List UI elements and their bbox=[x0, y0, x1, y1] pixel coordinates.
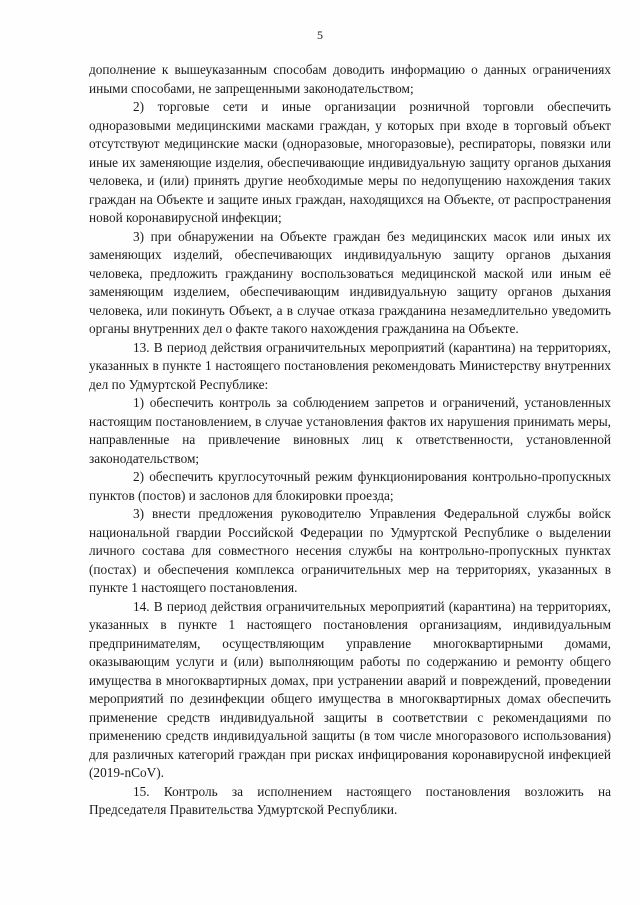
paragraph-item-13: 13. В период действия ограничительных мероприятий (карантина) на территориях, указанных в пункте 1 настоящего постановления рекомендовать Министерству внутренних дел по Удмуртской Республике: bbox=[89, 339, 611, 392]
paragraph-no-mask-action: 3) при обнаружении на Объекте граждан без медицинских масок или иных их заменяющих изделий, обеспечивающих индивидуальную защиту органов дыхания человека, предложить гражданину воспользоваться медицинской маской или иным её заменяющим изделием, обеспечивающим индивидуальную защиту органов дыхания человека, или покинуть Объект, а в случае отказа гражданина незамедлительно уведомить органы внутренних дел о факте такого нахождения гражданина на Объекте. bbox=[89, 228, 611, 336]
paragraph-item-13-3: 3) внести предложения руководителю Управления Федеральной службы войск национальной гвардии Российской Федерации по Удмуртской Республике о выделении личного состава для совместного несения службы на контрольно-пропускных пунктах (постах) и обеспечения комплекса ограничительных мер на территориях, указанных в пункте 1 настоящего постановления. bbox=[89, 506, 611, 595]
paragraph-item-13-2: 2) обеспечить круглосуточный режим функционирования контрольно-пропускных пунктов (постов) и заслонов для блокировки проезда; bbox=[89, 469, 611, 503]
paragraph-item-14: 14. В период действия ограничительных мероприятий (карантина) на территориях, указанных в пункте 1 настоящего постановления организациям, индивидуальным предпринимателям, осуществляющим управление многоквартирными домами, оказывающим услуги и (или) выполняющим работы по содержанию и ремонту общего имущества в многоквартирных домах, при устранении аварий и повреждений, проведении мероприятий по дезинфекции общего имущества в многоквартирных домах обеспечить применение средств индивидуальной защиты в соответствии с рекомендациями по применению средств индивидуальной защиты (в том числе многоразового использования) для различных категорий граждан при рисках инфицирования коронавирусной инфекцией (2019-nCoV). bbox=[89, 598, 611, 780]
page-number: 5 bbox=[317, 28, 323, 42]
paragraph-item-13-1: 1) обеспечить контроль за соблюдением запретов и ограничений, установленных настоящим постановлением, в случае установления фактов их нарушения принимать меры, направленные на привлечение виновных лиц к ответственности, установленной законодательством; bbox=[89, 395, 611, 466]
paragraph-continuation: дополнение к вышеуказанным способам доводить информацию о данных ограничениях иными способами, не запрещенными законодательством; bbox=[89, 62, 611, 96]
document-body bbox=[89, 61, 611, 820]
paragraph-retail-masks: 2) торговые сети и иные организации розничной торговли обеспечить одноразовыми медицинскими масками граждан, у которых при входе в торговый объект отсутствуют медицинские маски (одноразовые, многоразовые), респираторы, повязки или иные их заменяющие изделия, обеспечивающие индивидуальную защиту органов дыхания человека, и (или) принять другие необходимые меры по недопущению нахождения таких граждан на Объекте и защите иных граждан, находящихся на Объекте, от распространения новой коронавирусной инфекции; bbox=[89, 99, 611, 225]
paragraph-item-15: 15. Контроль за исполнением настоящего постановления возложить на Председателя Правительства Удмуртской Республики. bbox=[89, 783, 611, 817]
